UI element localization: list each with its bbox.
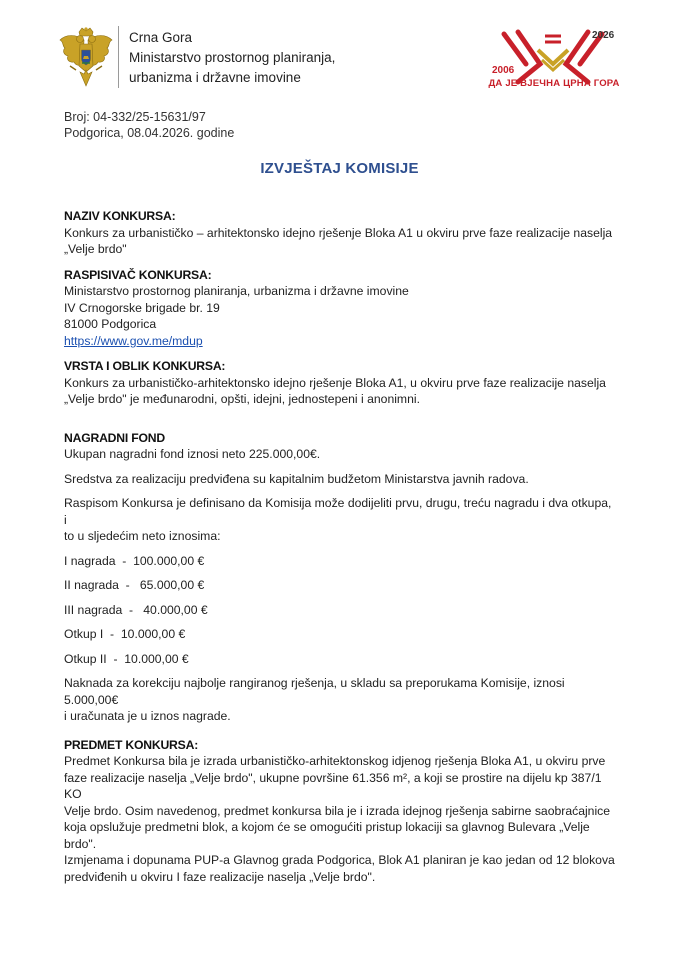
section-text: „Velje brdo" je međunarodni, opšti, idejni, jednostepeni i anonimni. xyxy=(64,392,420,406)
country-name: Crna Gora xyxy=(129,30,193,45)
section-text: „Velje brdo" xyxy=(64,242,127,256)
ministry-name-line1: Ministarstvo prostornog planiranja, xyxy=(129,50,336,65)
document-place-date: Podgorica, 08.04.2026. godine xyxy=(64,126,235,140)
section-naziv xyxy=(64,208,616,258)
section-heading: RASPISIVAČ KONKURSA: xyxy=(64,267,212,282)
section-heading: VRSTA I OBLIK KONKURSA: xyxy=(64,359,226,373)
section-text: Ukupan nagradni fond iznosi neto 225.000,00€. xyxy=(64,447,321,461)
section-text: Konkurs za urbanističko-arhitektonsko idejno rješenje Bloka A1, u okviru prve faze realizacije naselja xyxy=(64,375,606,390)
ministry-website-link[interactable]: https://www.gov.me/mdup xyxy=(64,333,203,348)
anniversary-slogan: ДА ЈЕ ВЈЕЧНА ЦРНА ГОРА xyxy=(488,78,620,89)
section-text: Velje brdo. Osim navedenog, predmet konkursa bila je i izrada idejnog rješenja sabirne saobraćajnice xyxy=(64,803,611,818)
section-heading: NAGRADNI FOND xyxy=(64,430,165,445)
section-heading: NAZIV KONKURSA: xyxy=(64,209,176,223)
ministry-name-line2: urbanizma i državne imovine xyxy=(129,70,301,85)
section-vrsta xyxy=(64,358,616,408)
section-text: Naknada za korekciju najbolje rangiranog rješenja, u skladu sa preporukama Komisije, iznosi 5.000,00€ xyxy=(64,676,565,707)
anniversary-logo xyxy=(482,24,624,94)
section-text: Konkurs za urbanističko – arhitektonsko idejno rješenje Bloka A1 u okviru prve faze realizacije naselja xyxy=(64,225,613,240)
document-number: Broj: 04-332/25-15631/97 xyxy=(64,110,206,124)
section-text: to u sljedećim neto iznosima: xyxy=(64,529,221,543)
section-text: predviđenih u okviru I faze realizacije naselja „Velje brdo". xyxy=(64,869,376,884)
section-text: Raspisom Konkursa je definisano da Komisija može dodijeliti prvu, drugu, treću nagradu i dva otkupa, i xyxy=(64,496,612,527)
section-text: 81000 Podgorica xyxy=(64,317,157,331)
document-title: IZVJEŠTAJ KOMISIJE xyxy=(260,160,419,177)
document-meta xyxy=(64,109,234,141)
section-text: Sredstva za realizaciju predviđena su kapitalnim budžetom Ministarstva javnih radova. xyxy=(64,471,529,486)
prize-item: Otkup II - 10.000,00 € xyxy=(64,651,189,666)
anniversary-year-start: 2006 xyxy=(492,65,515,76)
header-institution xyxy=(129,28,335,88)
section-text: faze realizacije naselja „Velje brdo", ukupne površine 61.356 m², a koji se prostire na dijelu kp 387/1 KO xyxy=(64,770,602,801)
prize-item: I nagrada - 100.000,00 € xyxy=(64,553,205,568)
section-fond xyxy=(64,430,616,725)
section-text: i uračunata je u iznos nagrade. xyxy=(64,709,231,723)
document-body xyxy=(64,208,616,894)
anniversary-year-end: 2026 xyxy=(592,30,615,41)
coat-of-arms-emblem xyxy=(58,26,114,88)
prize-item: Otkup I - 10.000,00 € xyxy=(64,627,186,641)
section-predmet xyxy=(64,737,616,886)
section-heading: PREDMET KONKURSA: xyxy=(64,737,199,752)
header-divider xyxy=(118,26,119,88)
section-text: Ministarstvo prostornog planiranja, urbanizma i državne imovine xyxy=(64,284,409,298)
prize-item: III nagrada - 40.000,00 € xyxy=(64,602,208,617)
section-text: Predmet Konkursa bila je izrada urbanističko-arhitektonskog idjenog rješenja Bloka A1, u okviru prve xyxy=(64,754,606,768)
prize-item: II nagrada - 65.000,00 € xyxy=(64,578,205,592)
section-text: IV Crnogorske brigade br. 19 xyxy=(64,300,220,315)
section-text: Izmjenama i dopunama PUP-a Glavnog grada Podgorica, Blok A1 planiran je kao jedan od 12 blokova xyxy=(64,853,615,867)
section-text: koja opslužuje predmetni blok, a kojom će se omogućiti pristup lokaciji sa glavnog Bulevara „Velje brdo". xyxy=(64,820,590,851)
section-raspisivac xyxy=(64,267,616,350)
